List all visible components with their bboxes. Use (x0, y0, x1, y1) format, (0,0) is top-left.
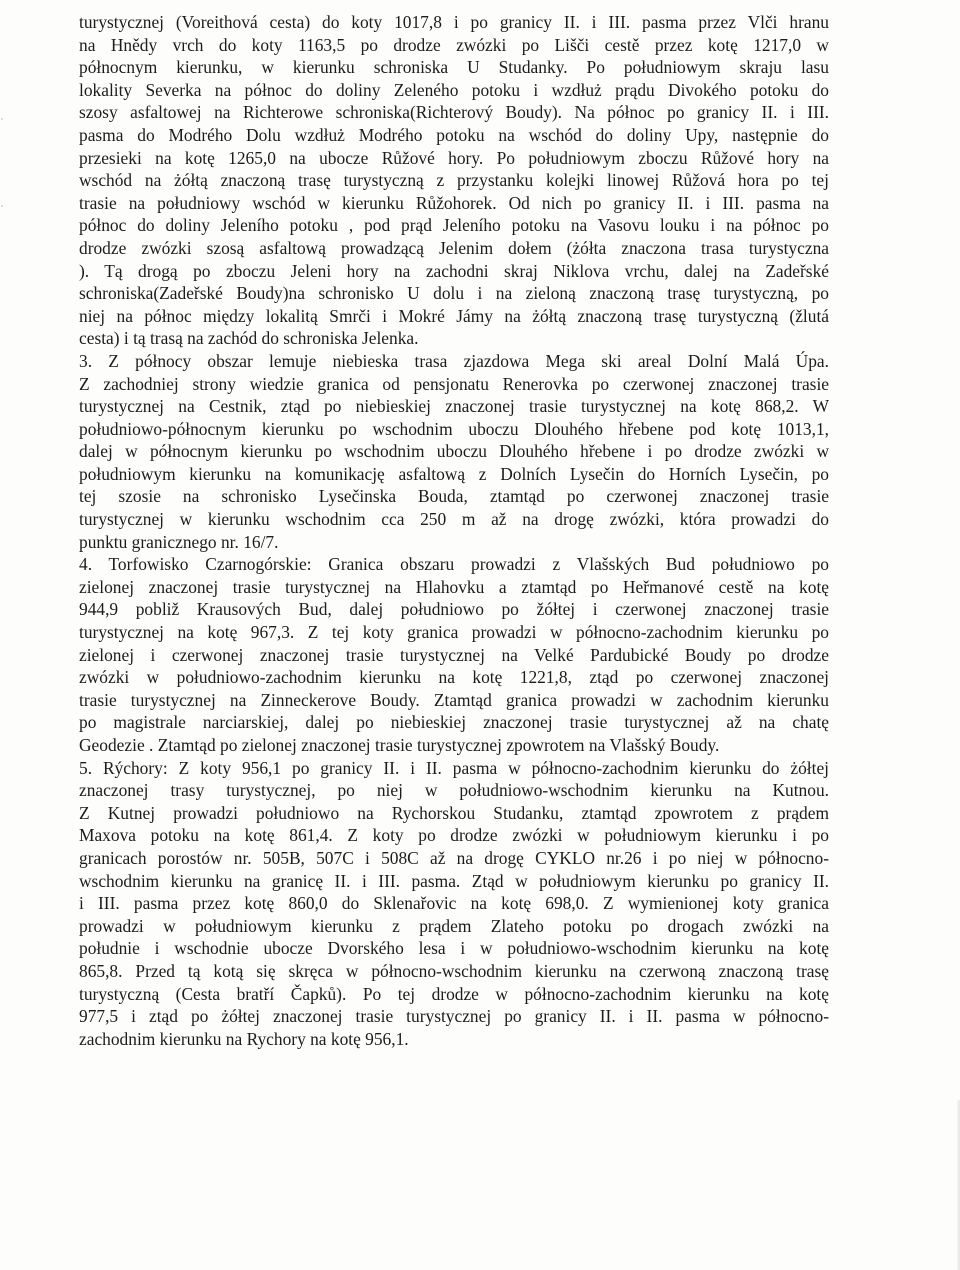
text-line: północ do doliny Jeleního potoku , pod prąd Jeleního potoku na Vasovu louku i na północ po (79, 215, 829, 236)
text-line: trasie turystycznej na Zinneckerove Boudy. Ztamtąd granica prowadzi w zachodnim kierunku (79, 689, 829, 710)
text-line: 977,5 i ztąd po żółtej znaczonej trasie turystycznej po granicy II. i II. pasma w północno- (79, 1006, 829, 1027)
text-line: trasie na południowy wschód w kierunku Růžohorek. Od nich po granicy II. i III. pasma na (79, 192, 829, 213)
text-line: zielonej znaczonej trasie turystycznej na Hlahovku a ztamtąd po Heřmanové cestě na kotę (79, 576, 829, 597)
text-line: północnym kierunku, w kierunku schroniska U Studanky. Po południowym skraju lasu (79, 57, 829, 78)
text-line: turystyczną (Cesta bratří Čapků). Po tej drodze w północno-zachodnim kierunku na kotę (79, 983, 829, 1004)
text-line: dalej w północnym kierunku po wschodnim uboczu Dlouhého hřebene i po drodze zwózki w (79, 441, 829, 462)
text-line: 865,8. Przed tą kotą się skręca w północno-wschodnim kierunku na czerwoną znaczoną trasę (79, 960, 829, 981)
text-line: 3. Z północy obszar lemuje niebieska trasa zjazdowa Mega ski areal Dolní Malá Úpa. (79, 350, 829, 371)
text-line: pasma do Modrého Dolu wzdłuż Modrého potoku na wschód do doliny Upy, następnie do (79, 124, 829, 145)
text-line: turystycznej na Cestnik, ztąd po niebieskiej znaczonej trasie turystycznej na kotę 868,2. W (79, 396, 829, 417)
text-line: zielonej i czerwonej znaczonej trasie turystycznej na Velké Pardubické Boudy po drodze (79, 644, 829, 665)
text-line: Maxova potoku na kotę 861,4. Z koty po drodze zwózki w południowym kierunku i po (79, 825, 829, 846)
text-line: punktu granicznego nr. 16/7. (79, 531, 279, 552)
text-line: szosy asfaltowej na Richterowe schroniska(Richterový Boudy). Na północ po granicy II. i III. (79, 102, 829, 123)
text-line: zwózki w południowo-zachodnim kierunku na kotę 1221,8, ztąd po czerwonej znaczonej (79, 667, 829, 688)
text-line: niej na północ między lokalitą Smrči i Mokré Jámy na żółtą znaczoną trasę turystyczną (žlutá (79, 305, 829, 326)
text-line: turystycznej na kotę 967,3. Z tej koty granica prowadzi w północno-zachodnim kierunku po (79, 622, 829, 643)
text-line: turystycznej w kierunku wschodnim cca 250 m až na drogę zwózki, która prowadzi do (79, 509, 829, 530)
text-line: cesta) i tą trasą na zachód do schroniska Jelenka. (79, 328, 419, 349)
text-line: przesieki na kotę 1265,0 na ubocze Růžové hory. Po południowym zboczu Růžové hory na (79, 147, 829, 168)
text-line: 5. Rýchory: Z koty 956,1 po granicy II. i II. pasma w północno-zachodnim kierunku do żółtej (79, 757, 829, 778)
text-line: i III. pasma przez kotę 860,0 do Sklenařovic na kotę 698,0. Z wymienionej koty granica (79, 893, 829, 914)
text-line: południowym kierunku na komunikację asfaltową z Dolních Lysečin do Horních Lysečin, po (79, 463, 829, 484)
text-line: Z Kutnej prowadzi południowo na Rychorskou Studanku, ztamtąd zpowrotem z prądem (79, 802, 829, 823)
scan-speck (1, 205, 3, 207)
text-line: wschodnim kierunku na granicę II. i III. pasma. Ztąd w południowym kierunku po granicy II. (79, 870, 829, 891)
scan-speck (1, 118, 3, 120)
text-line: na Hnědy vrch do koty 1163,5 po drodze zwózki po Lišči cestě przez kotę 1217,0 w (79, 34, 829, 55)
text-line: lokality Severka na północ do doliny Zeleného potoku i wzdłuż prądu Divokého potoku do (79, 79, 829, 100)
text-line: zachodnim kierunku na Rychory na kotę 956,1. (79, 1028, 409, 1049)
text-line: granicach porostów nr. 505B, 507C i 508C až na drogę CYKLO nr.26 i po niej w północno- (79, 847, 829, 868)
text-line: tej szosie na schronisko Lysečinska Bouda, ztamtąd po czerwonej znaczonej trasie (79, 486, 829, 507)
text-line: 944,9 pobliž Krausových Bud, dalej południowo po žółtej i czerwonej znaczonej trasie (79, 599, 829, 620)
text-line: schroniska(Zadeřské Boudy)na schronisko U dolu i na zieloną znaczoną trasę turystyczną, po (79, 283, 829, 304)
text-line: turystycznej (Voreithová cesta) do koty 1017,8 i po granicy II. i III. pasma przez Vlči hranu (79, 12, 829, 32)
text-line: 4. Torfowisko Czarnogórskie: Granica obszaru prowadzi z Vlašských Bud południowo po (79, 554, 829, 575)
text-line: ). Tą drogą po zboczu Jeleni hory na zachodni skraj Niklova vrchu, dalej na Zadeřské (79, 260, 829, 281)
text-line: Geodezie . Ztamtąd po zielonej znaczonej trasie turystycznej zpowrotem na Vlašský Boudy. (79, 735, 720, 755)
text-line: prowadzi w południowym kierunku z prądem Zlateho potoku po drogach zwózki na (79, 915, 829, 936)
document-body (79, 11, 829, 1050)
text-line: drodze zwózki szosą asfaltową prowadzącą Jelenim dołem (żółta znaczona trasa turystyczna (79, 237, 829, 258)
text-line: Z zachodniej strony wiedzie granica od pensjonatu Renerovka po czerwonej znaczonej trasie (79, 373, 829, 394)
text-line: południowo-północnym kierunku po wschodnim uboczu Dlouhého hřebene pod kotę 1013,1, (79, 418, 829, 439)
text-line: znaczonej trasy turystycznej, po niej w południowo-wschodnim kierunku na Kutnou. (79, 780, 829, 801)
text-line: wschód na żółtą znaczoną trasę turystyczną z przystanku kolejki linowej Růžová hora po tej (79, 170, 829, 191)
text-line: południe i wschodnie ubocze Dvorského lesa i w południowo-wschodnim kierunku na kotę (79, 938, 829, 959)
text-line: po magistrale narciarskiej, dalej po niebieskiej znaczonej trasie turystycznej až na chatę (79, 712, 829, 733)
